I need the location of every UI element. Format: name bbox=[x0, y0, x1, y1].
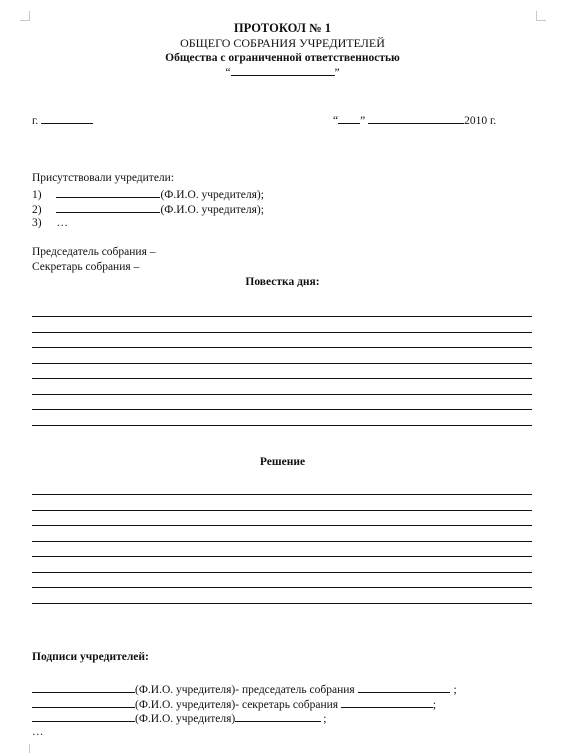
signature-blank bbox=[358, 681, 450, 693]
attendees-label: Присутствовали учредители: bbox=[32, 172, 175, 184]
date-quote-close: ” bbox=[360, 115, 366, 127]
ruled-line bbox=[32, 363, 532, 364]
ruled-line bbox=[32, 572, 532, 573]
date-line bbox=[333, 112, 496, 128]
city-blank bbox=[41, 112, 93, 124]
quote-open: “ bbox=[225, 67, 231, 79]
attendee-row bbox=[32, 201, 264, 217]
ruled-line bbox=[32, 332, 532, 333]
page-corner-mark bbox=[20, 11, 30, 21]
date-year: 2010 г. bbox=[464, 115, 497, 127]
attendee-number: 3) bbox=[32, 217, 42, 229]
attendee-row bbox=[32, 186, 264, 202]
attendee-name-blank bbox=[56, 201, 160, 213]
signature-blank bbox=[235, 710, 321, 722]
attendee-caption: … bbox=[56, 217, 68, 229]
company-name-line bbox=[0, 64, 565, 80]
signature-end: ; bbox=[453, 684, 457, 696]
ruled-line bbox=[32, 510, 532, 511]
ruled-line bbox=[32, 316, 532, 317]
ruled-line bbox=[32, 603, 532, 604]
month-blank bbox=[368, 112, 464, 124]
ruled-line bbox=[32, 409, 532, 410]
attendee-name-blank bbox=[56, 186, 160, 198]
attendee-caption: (Ф.И.О. учредителя); bbox=[160, 189, 264, 201]
signatures-heading: Подписи учредителей: bbox=[32, 651, 149, 663]
document-title: ПРОТОКОЛ № 1 bbox=[233, 21, 332, 35]
company-type: Общества с ограниченной ответственностью bbox=[165, 52, 400, 64]
signature-name-blank bbox=[32, 696, 135, 708]
attendee-number: 2) bbox=[32, 204, 42, 216]
signature-end: ; bbox=[432, 699, 437, 711]
ruled-line bbox=[32, 587, 532, 588]
signature-row bbox=[32, 681, 457, 697]
city-prefix: г. bbox=[32, 115, 39, 127]
ruled-line bbox=[32, 378, 532, 379]
ruled-line bbox=[32, 494, 532, 495]
agenda-heading: Повестка дня: bbox=[245, 276, 320, 288]
ruled-line bbox=[32, 556, 532, 557]
signature-more: … bbox=[32, 726, 44, 738]
signature-name-blank bbox=[32, 710, 135, 722]
chairman-label: Председатель собрания – bbox=[32, 246, 156, 258]
signature-row bbox=[32, 710, 326, 726]
city-line bbox=[32, 112, 93, 128]
signature-blank bbox=[341, 696, 433, 708]
day-blank bbox=[338, 112, 360, 124]
company-name-blank bbox=[231, 64, 335, 76]
signature-name-blank bbox=[32, 681, 135, 693]
attendee-caption: (Ф.И.О. учредителя); bbox=[160, 204, 264, 216]
signature-caption: (Ф.И.О. учредителя) bbox=[135, 713, 236, 725]
page-corner-mark bbox=[20, 744, 30, 753]
page-corner-mark bbox=[536, 11, 546, 21]
ruled-line bbox=[32, 347, 532, 348]
attendee-row bbox=[32, 216, 68, 230]
decision-heading: Решение bbox=[259, 456, 306, 468]
signature-end: ; bbox=[323, 713, 327, 725]
quote-close: ” bbox=[334, 67, 340, 79]
document-subtitle: ОБЩЕГО СОБРАНИЯ УЧРЕДИТЕЛЕЙ bbox=[180, 36, 385, 50]
date-quote-open: “ bbox=[333, 115, 339, 127]
ruled-line bbox=[32, 541, 532, 542]
signature-caption: (Ф.И.О. учредителя)- председатель собрания bbox=[135, 684, 355, 696]
signature-caption: (Ф.И.О. учредителя)- секретарь собрания bbox=[135, 699, 339, 711]
ruled-line bbox=[32, 425, 532, 426]
secretary-label: Секретарь собрания – bbox=[32, 261, 140, 273]
attendee-number: 1) bbox=[32, 189, 42, 201]
ruled-line bbox=[32, 394, 532, 395]
ruled-line bbox=[32, 525, 532, 526]
